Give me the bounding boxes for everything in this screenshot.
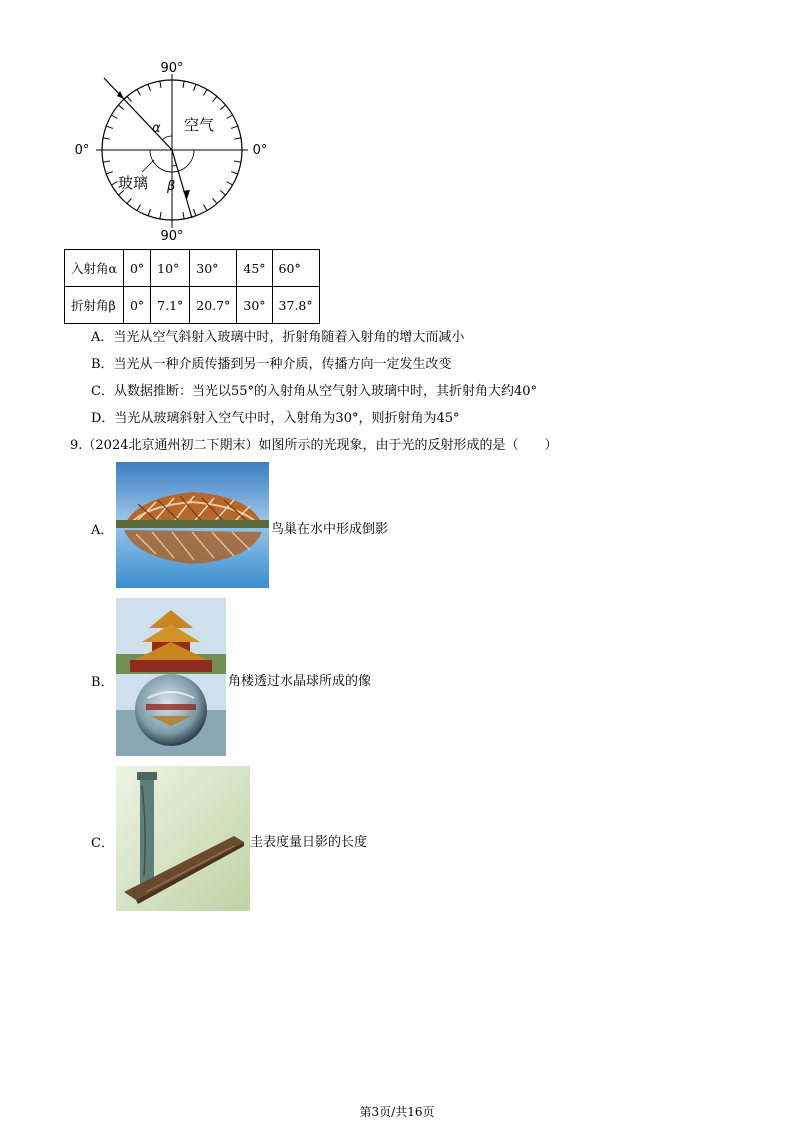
birds-nest-reflection-image <box>116 462 269 588</box>
table-cell: 60° <box>272 250 319 287</box>
q9-option-a-letter: A． <box>91 523 114 538</box>
protractor-tick <box>160 212 161 219</box>
q8-option-b: B．当光从一种介质传播到另一种介质，传播方向一定发生改变 <box>91 357 452 372</box>
q9-option-b-caption: 角楼透过水晶球所成的像 <box>228 674 372 689</box>
right-degree-label: 0° <box>252 143 268 158</box>
protractor-tick <box>111 115 117 119</box>
protractor-tick <box>194 209 196 216</box>
alpha-arc <box>162 136 172 140</box>
q8-option-d: D．当光从玻璃斜射入空气中时，入射角为30°，则折射角为45° <box>91 411 460 426</box>
angle-table <box>64 249 320 324</box>
top-degree-label: 90° <box>160 61 184 76</box>
protractor-tick <box>111 182 117 186</box>
refraction-diagram <box>66 56 276 246</box>
protractor-tick <box>183 81 184 88</box>
q9-option-c-letter: C． <box>91 836 114 851</box>
protractor-tick <box>220 190 225 194</box>
q8-option-c: C．从数据推断：当光以55°的入射角从空气射入玻璃中时，其折射角大约40° <box>91 384 538 399</box>
beta-symbol: β <box>167 179 176 194</box>
table-cell: 0° <box>123 287 150 324</box>
protractor-tick <box>160 81 161 88</box>
alpha-symbol: α <box>152 121 161 136</box>
protractor-tick <box>148 84 150 91</box>
table-cell: 10° <box>151 250 190 287</box>
protractor-tick <box>212 198 216 203</box>
protractor-tick <box>118 105 123 109</box>
table-cell: 30° <box>237 287 272 324</box>
table-header-cell: 折射角β <box>65 287 124 324</box>
protractor-tick <box>212 96 216 101</box>
protractor-tick <box>103 138 110 139</box>
bottom-degree-label: 90° <box>160 229 184 244</box>
table-row <box>65 287 320 324</box>
air-label: 空气 <box>184 116 215 134</box>
glass-label: 玻璃 <box>118 174 149 192</box>
protractor-tick <box>183 212 184 219</box>
q9-option-b-letter: B． <box>91 675 114 690</box>
gnomon-sundial-image <box>116 766 250 911</box>
table-row <box>65 250 320 287</box>
table-cell: 20.7° <box>190 287 237 324</box>
protractor-tick <box>204 89 208 95</box>
table-cell: 37.8° <box>272 287 319 324</box>
refracted-arrow <box>183 190 190 199</box>
protractor-tick <box>106 126 113 128</box>
protractor-tick <box>220 105 225 109</box>
protractor-tick <box>194 84 196 91</box>
protractor-tick <box>227 115 233 119</box>
protractor-tick <box>148 209 150 216</box>
corner-tower-crystal-ball-image <box>116 598 226 756</box>
q9-option-a-caption: 鸟巢在水中形成倒影 <box>271 522 389 537</box>
protractor-tick <box>227 182 233 186</box>
protractor-tick <box>234 138 241 139</box>
protractor-tick <box>137 205 141 211</box>
protractor-tick <box>127 96 131 101</box>
q8-option-a: A．当光从空气斜射入玻璃中时，折射角随着入射角的增大而减小 <box>91 330 465 345</box>
table-cell: 45° <box>237 250 272 287</box>
protractor-tick <box>231 126 238 128</box>
table-cell: 30° <box>190 250 237 287</box>
protractor-tick <box>103 161 110 162</box>
left-degree-label: 0° <box>74 143 90 158</box>
protractor-tick <box>127 198 131 203</box>
protractor-tick <box>204 205 208 211</box>
protractor-tick <box>106 172 113 174</box>
table-cell: 7.1° <box>151 287 190 324</box>
protractor-tick <box>234 161 241 162</box>
table-cell: 0° <box>123 250 150 287</box>
protractor-tick <box>231 172 238 174</box>
glass-pointer <box>142 160 154 172</box>
protractor-figure <box>66 56 276 246</box>
protractor-tick <box>137 89 141 95</box>
table-header-cell: 入射角α <box>65 250 124 287</box>
q9-option-c-caption: 圭表度量日影的长度 <box>250 835 368 850</box>
page-footer: 第3页/共16页 <box>359 1105 435 1119</box>
q9-stem: 9.（2024北京通州初二下期末）如图所示的光现象，由于光的反射形成的是（ ） <box>70 438 558 453</box>
